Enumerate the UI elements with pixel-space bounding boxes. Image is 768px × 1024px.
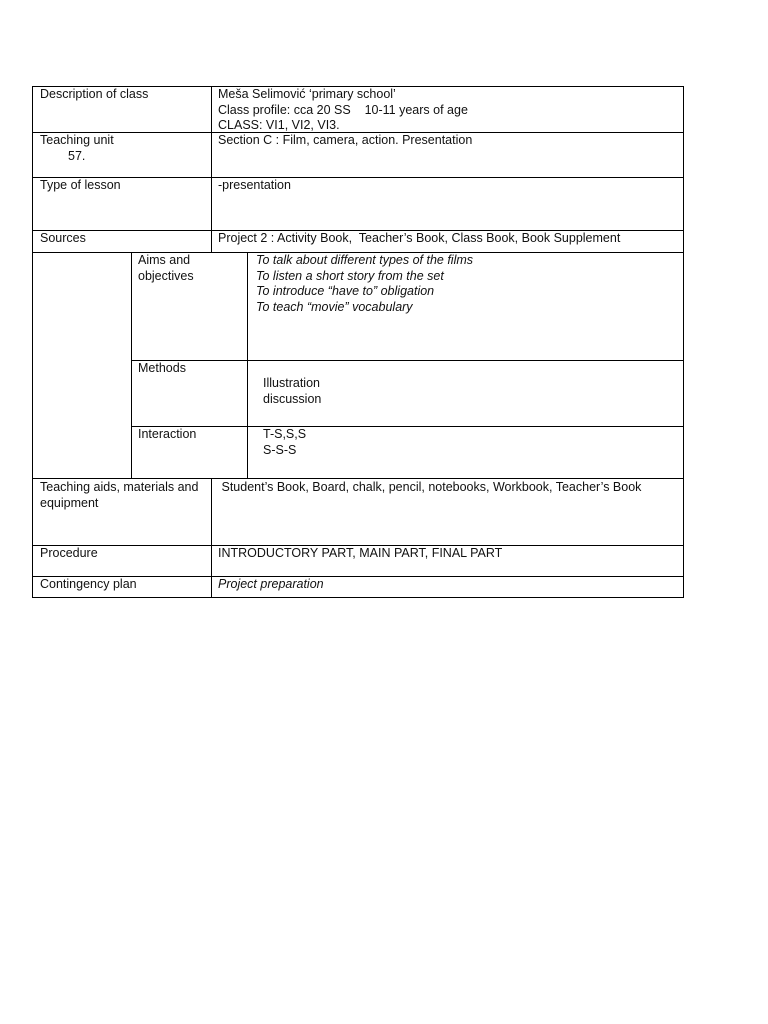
aim-item: To introduce “have to” obligation bbox=[256, 284, 435, 298]
table-border-left bbox=[32, 86, 33, 598]
table-border-bottom bbox=[32, 597, 684, 598]
aim-item: To talk about different types of the films bbox=[256, 253, 474, 267]
description-class-profile: Class profile: cca 20 SS 10-11 years of age bbox=[218, 102, 468, 117]
description-value bbox=[218, 87, 468, 134]
teaching-unit-label bbox=[40, 133, 114, 164]
contingency-value: Project preparation bbox=[218, 577, 324, 591]
row-divider bbox=[131, 360, 684, 361]
aims-label-line1: Aims and bbox=[138, 253, 191, 267]
aims-list bbox=[256, 253, 473, 315]
contingency-label: Contingency plan bbox=[40, 577, 137, 591]
interaction-item: T-S,S,S bbox=[263, 427, 307, 441]
column-divider bbox=[211, 86, 212, 253]
method-item: discussion bbox=[263, 391, 322, 406]
procedure-value: INTRODUCTORY PART, MAIN PART, FINAL PART bbox=[218, 546, 503, 560]
type-of-lesson-label: Type of lesson bbox=[40, 178, 121, 192]
description-label: Description of class bbox=[40, 87, 149, 101]
aim-item: To listen a short story from the set bbox=[256, 268, 444, 283]
interaction-list bbox=[263, 427, 306, 458]
column-divider bbox=[247, 252, 248, 479]
column-divider bbox=[131, 252, 132, 479]
column-divider bbox=[211, 478, 212, 598]
sources-label: Sources bbox=[40, 231, 86, 245]
aims-label-line2: objectives bbox=[138, 268, 194, 283]
type-of-lesson-value: -presentation bbox=[218, 178, 291, 192]
methods-list bbox=[263, 376, 321, 407]
sources-value: Project 2 : Activity Book, Teacher’s Book, Class Book, Book Supplement bbox=[218, 231, 621, 245]
row-divider bbox=[32, 177, 684, 178]
row-divider bbox=[131, 426, 684, 427]
interaction-label: Interaction bbox=[138, 427, 197, 441]
table-border-right bbox=[683, 86, 684, 598]
teaching-unit-number: 57. bbox=[68, 148, 86, 163]
teaching-aids-label: Teaching aids, materials and equipment bbox=[40, 480, 199, 510]
row-divider bbox=[32, 478, 684, 479]
teaching-unit-value: Section C : Film, camera, action. Presentation bbox=[218, 133, 473, 147]
teaching-aids-value: Student’s Book, Board, chalk, pencil, notebooks, Workbook, Teacher’s Book bbox=[218, 480, 642, 494]
aim-item: To teach “movie” vocabulary bbox=[256, 299, 413, 314]
procedure-label: Procedure bbox=[40, 546, 98, 560]
method-item: Illustration bbox=[263, 376, 320, 390]
description-class-list: CLASS: VI1, VI2, VI3. bbox=[218, 118, 340, 132]
interaction-item: S-S-S bbox=[263, 442, 297, 457]
methods-label: Methods bbox=[138, 361, 186, 375]
teaching-unit-label-text: Teaching unit bbox=[40, 133, 114, 147]
description-school: Meša Selimović ‘primary school’ bbox=[218, 87, 396, 101]
aims-label bbox=[138, 253, 194, 284]
